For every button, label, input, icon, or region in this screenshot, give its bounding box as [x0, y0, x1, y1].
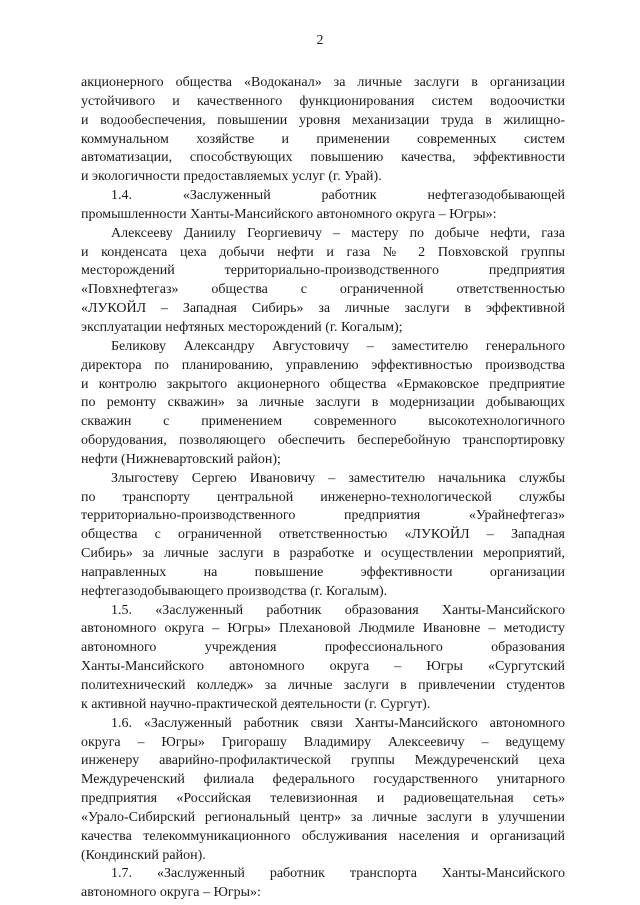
text-line: Злыгостеву Сергею Ивановичу – заместителю начальника службы	[111, 470, 565, 486]
text-line: автономного округа – Югры» Плехановой Людмиле Ивановне – методисту	[81, 621, 565, 637]
text-line: 1.6. «Заслуженный работник связи Ханты-Мансийского автономного	[111, 715, 565, 731]
text-line: «ЛУКОЙЛ – Западная Сибирь» за личные заслуги в эффективной	[81, 301, 565, 317]
text-line: нефтегазодобывающего производства (г. Когалым).	[81, 583, 388, 599]
text-line: (Кондинский район).	[81, 847, 206, 863]
text-line: Беликову Александру Августовичу – заместителю генерального	[111, 338, 565, 354]
text-line: Ханты-Мансийского автономного округа – Югры «Сургутский	[81, 659, 565, 675]
text-line: скважин с применением современного высокотехнологичного	[81, 414, 565, 430]
text-line: автоматизации, способствующих повышению качества, эффективности	[81, 150, 565, 166]
text-line: Междуреченский филиала федерального государственного унитарного	[81, 772, 565, 788]
text-line: качества телекоммуникационного обслуживания населения и организаций	[81, 828, 565, 844]
text-line: и контролю закрытого акционерного общества «Ермаковское предприятие	[81, 376, 565, 392]
text-line: округа – Югры» Григорашу Владимиру Алексеевичу – ведущему	[81, 734, 565, 750]
text-line: 1.4. «Заслуженный работник нефтегазодобывающей	[111, 188, 565, 204]
text-line: оборудования, позволяющего обеспечить бесперебойную транспортировку	[81, 433, 565, 449]
text-line: и экологичности предоставляемых услуг (г. Урай).	[81, 169, 382, 185]
document-body	[81, 74, 565, 903]
text-line: к активной научно-практической деятельности (г. Сургут).	[81, 696, 431, 712]
text-line: автономного округа – Югры»:	[81, 885, 261, 901]
text-line: месторождений территориально-производственного предприятия	[81, 263, 565, 279]
text-line: направленных на повышение эффективности организации	[81, 564, 565, 580]
text-line: предприятия «Российская телевизионная и радиовещательная сеть»	[81, 791, 565, 807]
page-number: 2	[316, 33, 324, 48]
text-line: по ремонту скважин» за личные заслуги в модернизации добывающих	[81, 395, 565, 411]
text-line: инженеру аварийно-профилактической группы Междуреченский цеха	[81, 753, 565, 769]
text-line: территориально-производственного предприятия «Урайнефтегаз»	[81, 508, 565, 524]
text-line: общества с ограниченной ответственностью «ЛУКОЙЛ – Западная	[81, 527, 565, 543]
text-line: коммунальном хозяйстве и применении современных систем	[81, 131, 565, 147]
text-line: по транспорту центральной инженерно-технологической службы	[81, 489, 565, 505]
text-line: директора по планированию, управлению эффективностью производства	[81, 357, 565, 373]
text-line: промышленности Ханты-Мансийского автономного округа – Югры»:	[81, 206, 497, 222]
text-line: 1.5. «Заслуженный работник образования Ханты-Мансийского	[111, 602, 565, 618]
text-line: Сибирь» за личные заслуги в разработке и осуществлении мероприятий,	[81, 546, 565, 562]
text-line: нефти (Нижневартовский район);	[81, 451, 281, 467]
text-line: политехнический колледж» за личные заслуги в привлечении студентов	[81, 678, 565, 693]
text-line: устойчивого и качественного функционирования систем водоочистки	[81, 93, 565, 109]
text-line: эксплуатации нефтяных месторождений (г. Когалым);	[81, 319, 403, 335]
text-line: автономного учреждения профессионального образования	[81, 640, 565, 656]
text-line: Алексееву Даниилу Георгиевичу – мастеру по добыче нефти, газа	[111, 225, 565, 241]
text-line: 1.7. «Заслуженный работник транспорта Ханты-Мансийского	[111, 866, 565, 882]
text-line: и конденсата цеха добычи нефти и газа № 2 Повховской группы	[81, 244, 565, 260]
text-line: «Повхнефтегаз» общества с ограниченной ответственностью	[81, 282, 565, 298]
text-line: акционерного общества «Водоканал» за личные заслуги в организации	[81, 75, 565, 90]
text-line: и водообеспечения, повышении уровня механизации труда в жилищно-	[81, 112, 565, 128]
text-line: «Урало-Сибирский региональный центр» за личные заслуги в улучшении	[81, 809, 565, 825]
